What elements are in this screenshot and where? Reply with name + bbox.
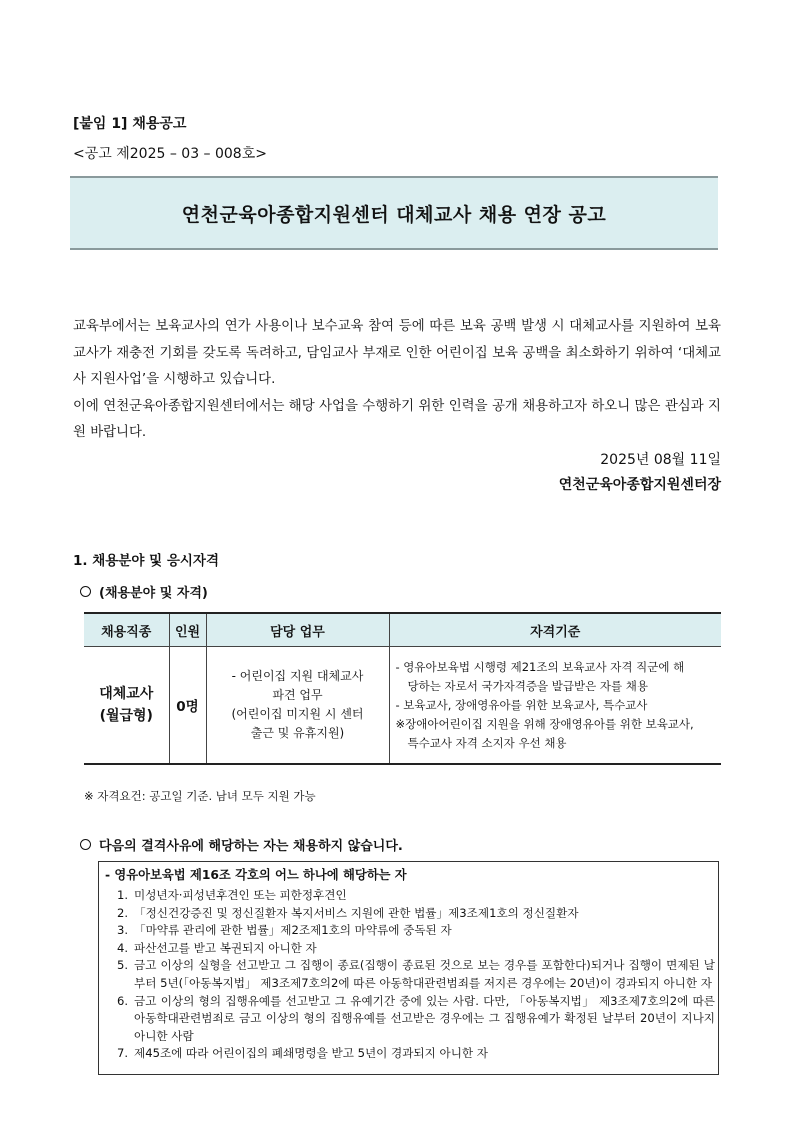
list-item bbox=[117, 993, 715, 1046]
intro-paragraph-1: 교육부에서는 보육교사의 연가 사용이나 보수교육 참여 등에 따른 보육 공백 발생 시 대체교사를 지원하여 보육교사가 재충전 기회를 갖도록 독려하고, 담임교사 부재로 인한 어린이집 보육 공백을 최소화하기 위하여 ‘대체교사 지원사업’을 시행하고 있습니다. bbox=[73, 319, 721, 387]
disqualification-box-heading: - 영유아보육법 제16조 각호의 어느 하나에 해당하는 자 bbox=[105, 868, 407, 882]
section-1-title: 1. 채용분야 및 응시자격 bbox=[73, 553, 219, 569]
item-number: 1. bbox=[117, 888, 129, 902]
item-text: 「정신건강증진 및 정신질환자 복지서비스 지원에 관한 법률」제3조제1호의 정신질환자 bbox=[134, 905, 579, 920]
header-headcount: 인원 bbox=[169, 613, 206, 647]
cell-qualification bbox=[389, 647, 721, 765]
job-type-line-2: (월급형) bbox=[99, 708, 153, 724]
item-number: 2. bbox=[117, 905, 129, 920]
list-item bbox=[117, 922, 715, 940]
qualification-line-1: - 영유아보육법 시행령 제21조의 보육교사 자격 직군에 해 bbox=[395, 659, 685, 674]
cell-job-type bbox=[84, 647, 169, 765]
qualification-line-4: ※장애아어린이집 지원을 위해 장애영유아를 위한 보육교사, bbox=[395, 716, 694, 731]
list-item bbox=[117, 957, 715, 992]
cell-duty bbox=[206, 647, 389, 765]
item-text: 파산선고를 받고 복권되지 아니한 자 bbox=[134, 940, 317, 955]
duty-line-1: - 어린이집 지원 대체교사 bbox=[231, 669, 364, 683]
qualification-line-2: 당하는 자로서 국가자격증을 발급받은 자를 채용 bbox=[407, 678, 648, 693]
duty-line-4: 출근 및 유휴지원) bbox=[250, 726, 345, 740]
circle-bullet-icon bbox=[80, 839, 91, 850]
section-1-subtitle-text: (채용분야 및 자격) bbox=[99, 586, 208, 601]
cell-headcount: 0명 bbox=[169, 647, 206, 765]
job-table bbox=[84, 612, 721, 765]
list-item bbox=[117, 905, 715, 923]
table-row bbox=[84, 647, 721, 765]
signer: 연천군육아종합지원센터장 bbox=[558, 477, 721, 493]
header-job-type: 채용직종 bbox=[84, 613, 169, 647]
header-qualification: 자격기준 bbox=[389, 613, 721, 647]
qualification-line-5: 특수교사 자격 소지자 우선 채용 bbox=[407, 735, 567, 750]
list-item bbox=[117, 887, 715, 905]
item-number: 7. bbox=[117, 1046, 129, 1061]
qualification-note: ※ 자격요건: 공고일 기준. 남녀 모두 지원 가능 bbox=[84, 789, 316, 803]
item-number: 6. bbox=[117, 993, 129, 1008]
item-text: 금고 이상의 형의 집행유예를 선고받고 그 유예기간 중에 있는 사람. 다만, 「아동복지법」 제3조제7호의2에 따른 아동학대관련범죄로 금고 이상의 형의 집행유예를 선고받은 경우에는 그 집행유예가 확정된 날부터 20년이 지나지 아니한 사람 bbox=[134, 993, 715, 1043]
item-text: 금고 이상의 실형을 선고받고 그 집행이 종료(집행이 종료된 것으로 보는 경우를 포함한다)되거나 집행이 면제된 날부터 5년(「아동복지법」 제3조제7호의2에 따른 아동학대관련범죄를 저지른 경우에는 20년)이 경과되지 아니한 자 bbox=[134, 958, 715, 990]
intro-paragraph-2: 이에 연천군육아종합지원센터에서는 해당 사업을 수행하기 위한 인력을 공개 채용하고자 하오니 많은 관심과 지원 바랍니다. bbox=[73, 398, 721, 440]
disqualification-list bbox=[117, 887, 715, 1063]
qualification-line-3: - 보육교사, 장애영유아를 위한 보육교사, 특수교사 bbox=[395, 697, 648, 712]
item-number: 4. bbox=[117, 940, 129, 955]
notice-date: 2025년 08월 11일 bbox=[600, 452, 721, 468]
item-number: 5. bbox=[117, 958, 129, 973]
item-text: 미성년자·피성년후견인 또는 피한정후견인 bbox=[134, 888, 347, 902]
circle-bullet-icon bbox=[80, 586, 91, 597]
item-number: 3. bbox=[117, 923, 129, 938]
disqualification-title-text: 다음의 결격사유에 해당하는 자는 채용하지 않습니다. bbox=[99, 839, 403, 854]
attachment-label: [붙임 1] 채용공고 bbox=[73, 116, 187, 132]
duty-line-3: (어린이집 미지원 시 센터 bbox=[231, 707, 364, 721]
job-table-header-row bbox=[84, 613, 721, 647]
disqualification-title bbox=[80, 835, 403, 854]
title-banner bbox=[70, 176, 718, 250]
list-item bbox=[117, 940, 715, 958]
section-1-subtitle bbox=[80, 582, 208, 601]
intro-text bbox=[73, 314, 721, 447]
notice-number: <공고 제2025 – 03 – 008호> bbox=[73, 146, 267, 162]
page-title: 연천군육아종합지원센터 대체교사 채용 연장 공고 bbox=[181, 203, 607, 226]
duty-line-2: 파견 업무 bbox=[272, 688, 323, 702]
job-type-line-1: 대체교사 bbox=[99, 686, 154, 702]
disqualification-box bbox=[98, 861, 719, 1075]
header-duty: 담당 업무 bbox=[206, 613, 389, 647]
item-text: 「마약류 관리에 관한 법률」제2조제1호의 마약류에 중독된 자 bbox=[134, 923, 452, 938]
list-item bbox=[117, 1045, 715, 1063]
item-text: 제45조에 따라 어린이집의 폐쇄명령을 받고 5년이 경과되지 아니한 자 bbox=[134, 1046, 489, 1061]
